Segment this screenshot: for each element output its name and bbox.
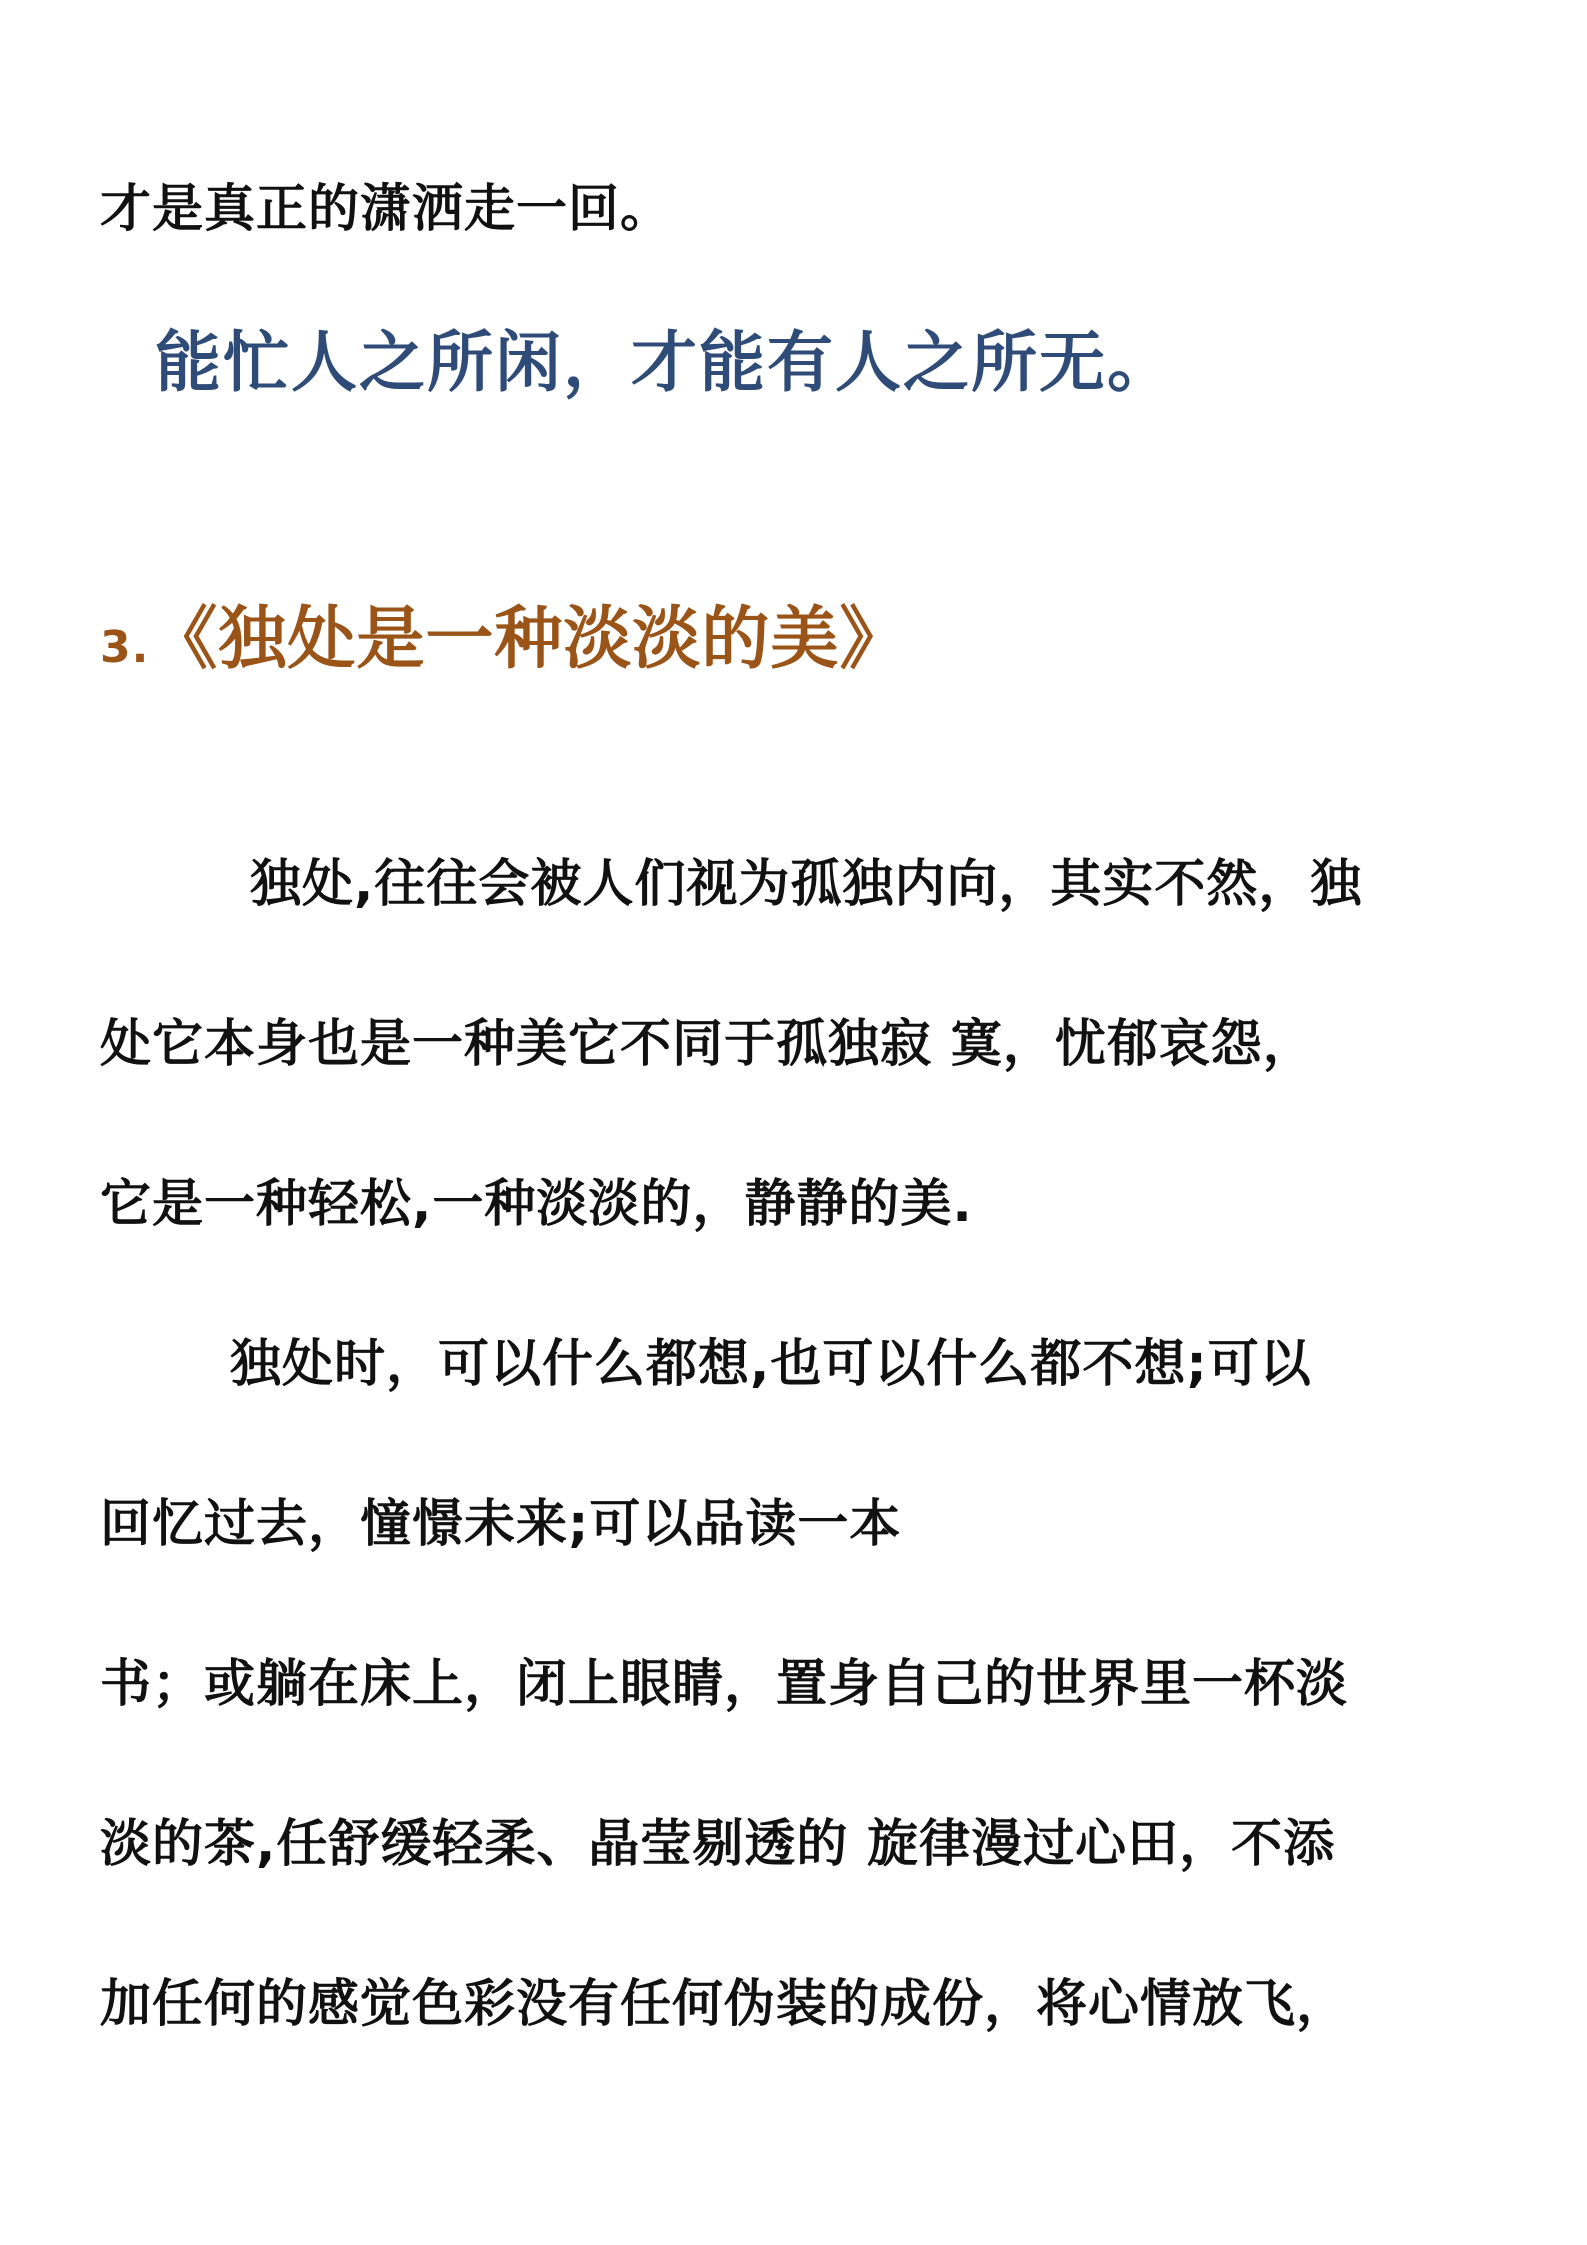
paragraph-line: 独处时，可以什么都想,也可以什么都不想;可以: [230, 1335, 1312, 1394]
paragraph-line: 淡的茶,任舒缓轻柔、晶莹剔透的 旋律漫过心田，不添: [100, 1815, 1336, 1874]
continuation-line: 才是真正的潇洒走一回。: [100, 180, 673, 239]
section-heading: [100, 600, 908, 688]
highlight-quote: 能忙人之所闲，才能有人之所无。: [155, 324, 1175, 401]
section-number: 3.: [100, 622, 150, 673]
paragraph-line: 处它本身也是一种美它不同于孤独寂 寞，忧郁哀怨，: [100, 1015, 1315, 1074]
paragraph-line: 独处,往往会被人们视为孤独内向，其实不然，独: [250, 855, 1363, 914]
paragraph-line: 回忆过去，憧憬未来;可以品读一本: [100, 1495, 902, 1554]
section-title: 《独处是一种淡淡的美》: [149, 600, 909, 679]
paragraph-line: 加任何的感觉色彩没有任何伪装的成份，将心情放飞，: [100, 1975, 1349, 2034]
paragraph-line: 书；或躺在床上，闭上眼睛，置身自己的世界里一杯淡: [100, 1655, 1349, 1714]
paragraph-line: 它是一种轻松,一种淡淡的，静静的美.: [100, 1175, 973, 1234]
